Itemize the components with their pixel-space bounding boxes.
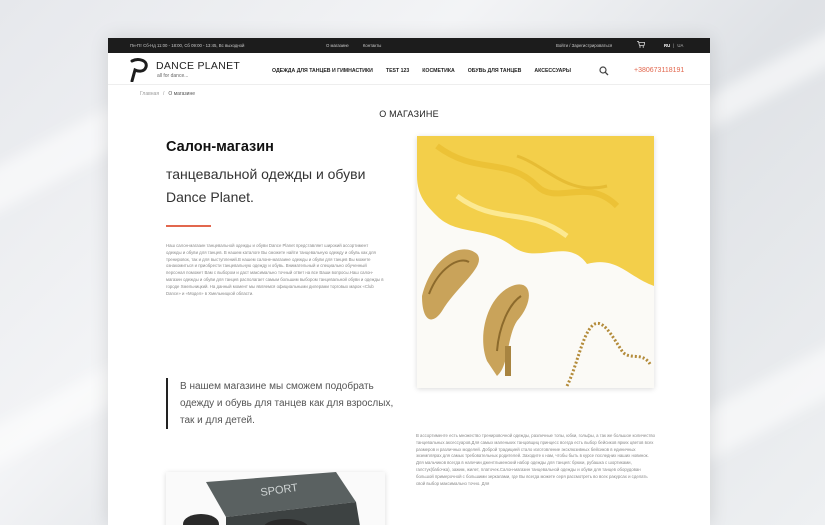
nav-cosmetics[interactable]: КОСМЕТИКА xyxy=(422,68,455,74)
intro-heading-bold: Салон-магазин xyxy=(166,139,274,155)
lang-ua[interactable]: UA xyxy=(677,43,684,48)
logo-icon[interactable] xyxy=(128,58,150,82)
logo-name[interactable]: DANCE PLANET xyxy=(156,60,241,72)
lang-separator: | xyxy=(673,43,675,48)
about-paragraph-1: Наш салон-магазин танцевальной одежды и обуви Dance Planet представляет широкий ассортимент одежды и обуви для танцев. В нашем каталоге Вы сможете найти танцевальную одежду и обувь как для тренировок, так и для выступлений.В нашем салоне-магазине одежды и обуви для танцев Вы можете ознакомиться и приобрести танцевальную одежду и обувь. Внимательный и специально обученный персонал поможет Вам с выбором и даст максимально точный ответ на все Ваши вопросы.Наш салон-магазин одежды и обуви для танцев располагает самым большим выбором танцевальной обуви и одежды в городе Хмельницкий. На данный момент мы являемся официальными дилерами торговых марок «Club Dance» и «Модел» в Хмельницкой области. xyxy=(166,243,384,296)
lang-ru[interactable]: RU xyxy=(664,43,671,48)
breadcrumb-home[interactable]: Главная xyxy=(140,91,160,97)
dance-shoes-image xyxy=(417,136,654,388)
nav-accessories[interactable]: АКСЕССУАРЫ xyxy=(534,68,571,74)
cart-icon[interactable] xyxy=(637,41,645,48)
accent-divider xyxy=(166,225,211,227)
working-hours: Пн-Пт Сб-Нд 11:00 - 18:00, Сб 09:00 - 13:45, Вс выходной xyxy=(130,43,245,48)
highlight-quote: В нашем магазине мы сможем подобрать одежду и обувь для танцев как для взрослых, так и для детей. xyxy=(166,378,396,429)
nav-shoes[interactable]: ОБУВЬ ДЛЯ ТАНЦЕВ xyxy=(467,68,522,74)
page-title: О МАГАЗИНЕ xyxy=(379,109,439,119)
breadcrumb-current: О магазине xyxy=(168,91,195,97)
top-bar xyxy=(108,38,710,53)
top-link-contacts[interactable]: Контакты xyxy=(362,43,382,48)
site-header xyxy=(108,53,710,85)
phone-number[interactable]: +380673118191 xyxy=(634,67,685,74)
nav-clothing[interactable]: ОДЕЖДА ДЛЯ ТАНЦЕВ И ГИМНАСТИКИ xyxy=(272,68,373,74)
login-register-link[interactable]: Войти / Зарегистрироваться xyxy=(556,43,613,48)
about-paragraph-2: В ассортименте есть множество тренировочной одежды, различные топы, юбки, гольфы, а так же большое количество танцевальных аксессуаров.Для самых маленьких танцовщиц принцесс всегда есть выбор бейсиков ярких цветов всех размеров и различных моделей. Доброй традицией стало изготовление эксклюзивных бейсиков в единичных экземплярах для самых требовательных родителей. Заходите к нам, чтобы быть в курсе последних наших новинок. Для мальчиков всегда в наличии джентльменский набор одежды для танцев: брюки, рубашка с шортиками, галстук(бабочка), зажим, жилет, платочек.Салон-магазин танцевальной одежды и обуви для танцев оборудован большой примерочной с большими зеркалами, где Вы всегда можете сеpя рассмотреть во всех ракурсах и сделать свой выбор максимально точно. Для xyxy=(416,433,655,486)
nav-test[interactable]: TEST 123 xyxy=(385,68,410,74)
search-icon[interactable] xyxy=(599,66,609,76)
language-switcher xyxy=(664,43,683,48)
main-nav xyxy=(272,68,571,74)
product-photo-box xyxy=(166,472,385,525)
breadcrumb-separator: / xyxy=(163,91,165,97)
top-link-about[interactable]: О магазине xyxy=(326,43,349,48)
intro-heading-light: танцевальной одежды и обуви Dance Planet. xyxy=(166,166,366,205)
top-nav xyxy=(326,43,381,48)
product-photo-shoes xyxy=(417,136,654,388)
box-label: SPORT xyxy=(259,481,299,499)
breadcrumb xyxy=(140,91,195,97)
shoe-box-image xyxy=(166,472,385,525)
browser-page xyxy=(108,38,710,525)
logo-tagline: all for dance... xyxy=(157,72,189,79)
